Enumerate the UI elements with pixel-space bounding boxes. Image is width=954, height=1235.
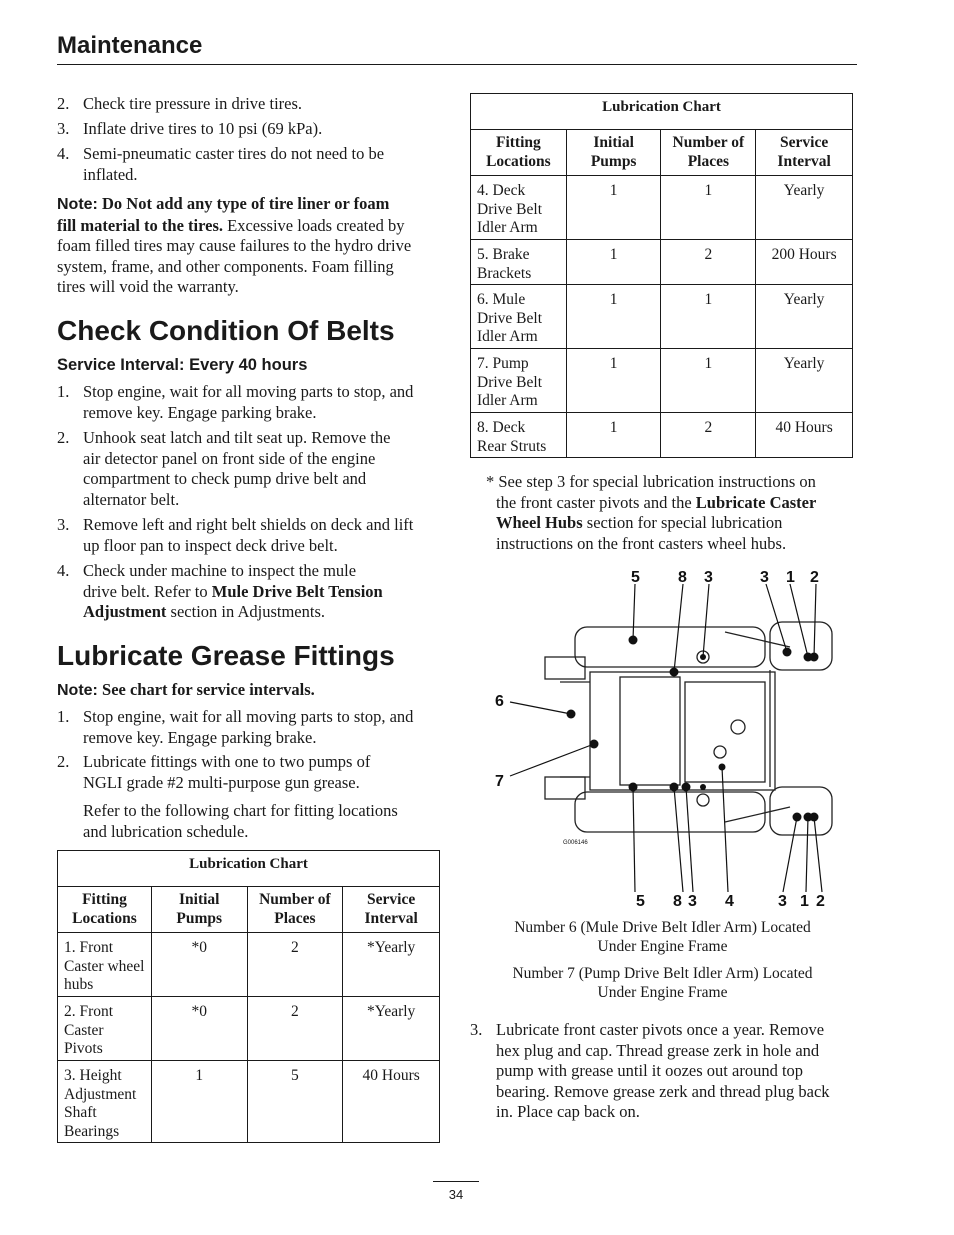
pulley <box>714 746 726 758</box>
callout-label: 1 <box>786 569 795 586</box>
callout-label: 6 <box>495 693 504 710</box>
col-header: Fitting Locations <box>58 887 152 933</box>
tire-note: Note: Do Not add any type of tire liner or foam fill material to the tires. Excessive loads created by foam filled tires may cause failures to the hydro drive system, frame, and other components. Foam filling tires will void the warranty. <box>57 194 412 296</box>
callout-label: 8 <box>673 893 682 910</box>
deck-body <box>590 672 775 790</box>
callout-label: 2 <box>816 893 825 910</box>
figure-id: G006146 <box>563 840 588 846</box>
grease-title: Lubricate Grease Fittings <box>57 640 395 671</box>
col-header: Fitting Locations <box>471 130 567 176</box>
figure-caption: Number 6 (Mule Drive Belt Idler Arm) Located Under Engine Frame <box>514 919 811 955</box>
callout-label: 4 <box>725 893 734 910</box>
callout-label: 3 <box>688 893 697 910</box>
col-header: Service Interval <box>756 130 853 176</box>
table-row: 5. Brake Brackets 1 2 200 Hours <box>471 240 853 285</box>
col-header: Service Interval <box>343 887 440 933</box>
chart-caption: Lubrication Chart <box>471 94 853 130</box>
callout-label: 5 <box>631 569 640 586</box>
callout-label: 2 <box>810 569 819 586</box>
grease-note: Note: See chart for service intervals. <box>57 680 315 699</box>
col-header: Number of Places <box>661 130 756 176</box>
front-tire-bottom <box>575 792 765 832</box>
lubrication-chart-right <box>470 93 853 458</box>
table-row: 8. Deck Rear Struts 1 2 40 Hours <box>471 413 853 458</box>
section-header: Maintenance <box>57 32 203 59</box>
col-header: Initial Pumps <box>151 887 247 933</box>
table-row: 7. Pump Drive Belt Idler Arm 1 1 Yearly <box>471 349 853 413</box>
col-header: Number of Places <box>247 887 343 933</box>
callout-label: 7 <box>495 773 504 790</box>
header-rule <box>57 64 857 65</box>
chart-footnote: * See step 3 for special lubrication instructions on the front caster pivots and the Lubricate Caster Wheel Hubs section for special lubrication instructions on the front casters wheel hubs. <box>486 472 817 553</box>
callout-label: 5 <box>636 893 645 910</box>
caster-bottom <box>770 787 832 835</box>
belts-title: Check Condition Of Belts <box>57 315 395 346</box>
table-row: 3. Height Adjustment Shaft Bearings 1 5 40 Hours <box>58 1061 440 1143</box>
list-item: 4. Semi-pneumatic caster tires do not need to be inflated. <box>57 144 385 184</box>
gear-fitting <box>731 720 745 734</box>
belts-service-interval: Service Interval: Every 40 hours <box>57 356 308 374</box>
table-row: 6. Mule Drive Belt Idler Arm 1 1 Yearly <box>471 285 853 349</box>
lubrication-chart-left <box>57 850 440 1143</box>
callout-label: 3 <box>704 569 713 586</box>
callout-label: 3 <box>778 893 787 910</box>
table-row: 1. Front Caster wheel hubs *0 2 *Yearly <box>58 933 440 997</box>
front-tire-top <box>575 627 765 667</box>
col-header: Initial Pumps <box>566 130 661 176</box>
callout-label: 3 <box>760 569 769 586</box>
callout-label: 8 <box>678 569 687 586</box>
pump-housing <box>545 657 585 679</box>
figure-caption: Number 7 (Pump Drive Belt Idler Arm) Located Under Engine Frame <box>512 965 813 1001</box>
chart-caption: Lubrication Chart <box>58 851 440 887</box>
callout-label: 1 <box>800 893 809 910</box>
engine-block <box>620 677 680 785</box>
lubrication-diagram <box>490 562 846 912</box>
page-number: 34 <box>448 1187 464 1202</box>
refer-paragraph: Refer to the following chart for fitting locations and lubrication schedule. <box>83 801 398 841</box>
table-row: 2. Front Caster Pivots *0 2 *Yearly <box>58 997 440 1061</box>
page-number-rule <box>433 1181 479 1182</box>
table-row: 4. Deck Drive Belt Idler Arm 1 1 Yearly <box>471 176 853 240</box>
